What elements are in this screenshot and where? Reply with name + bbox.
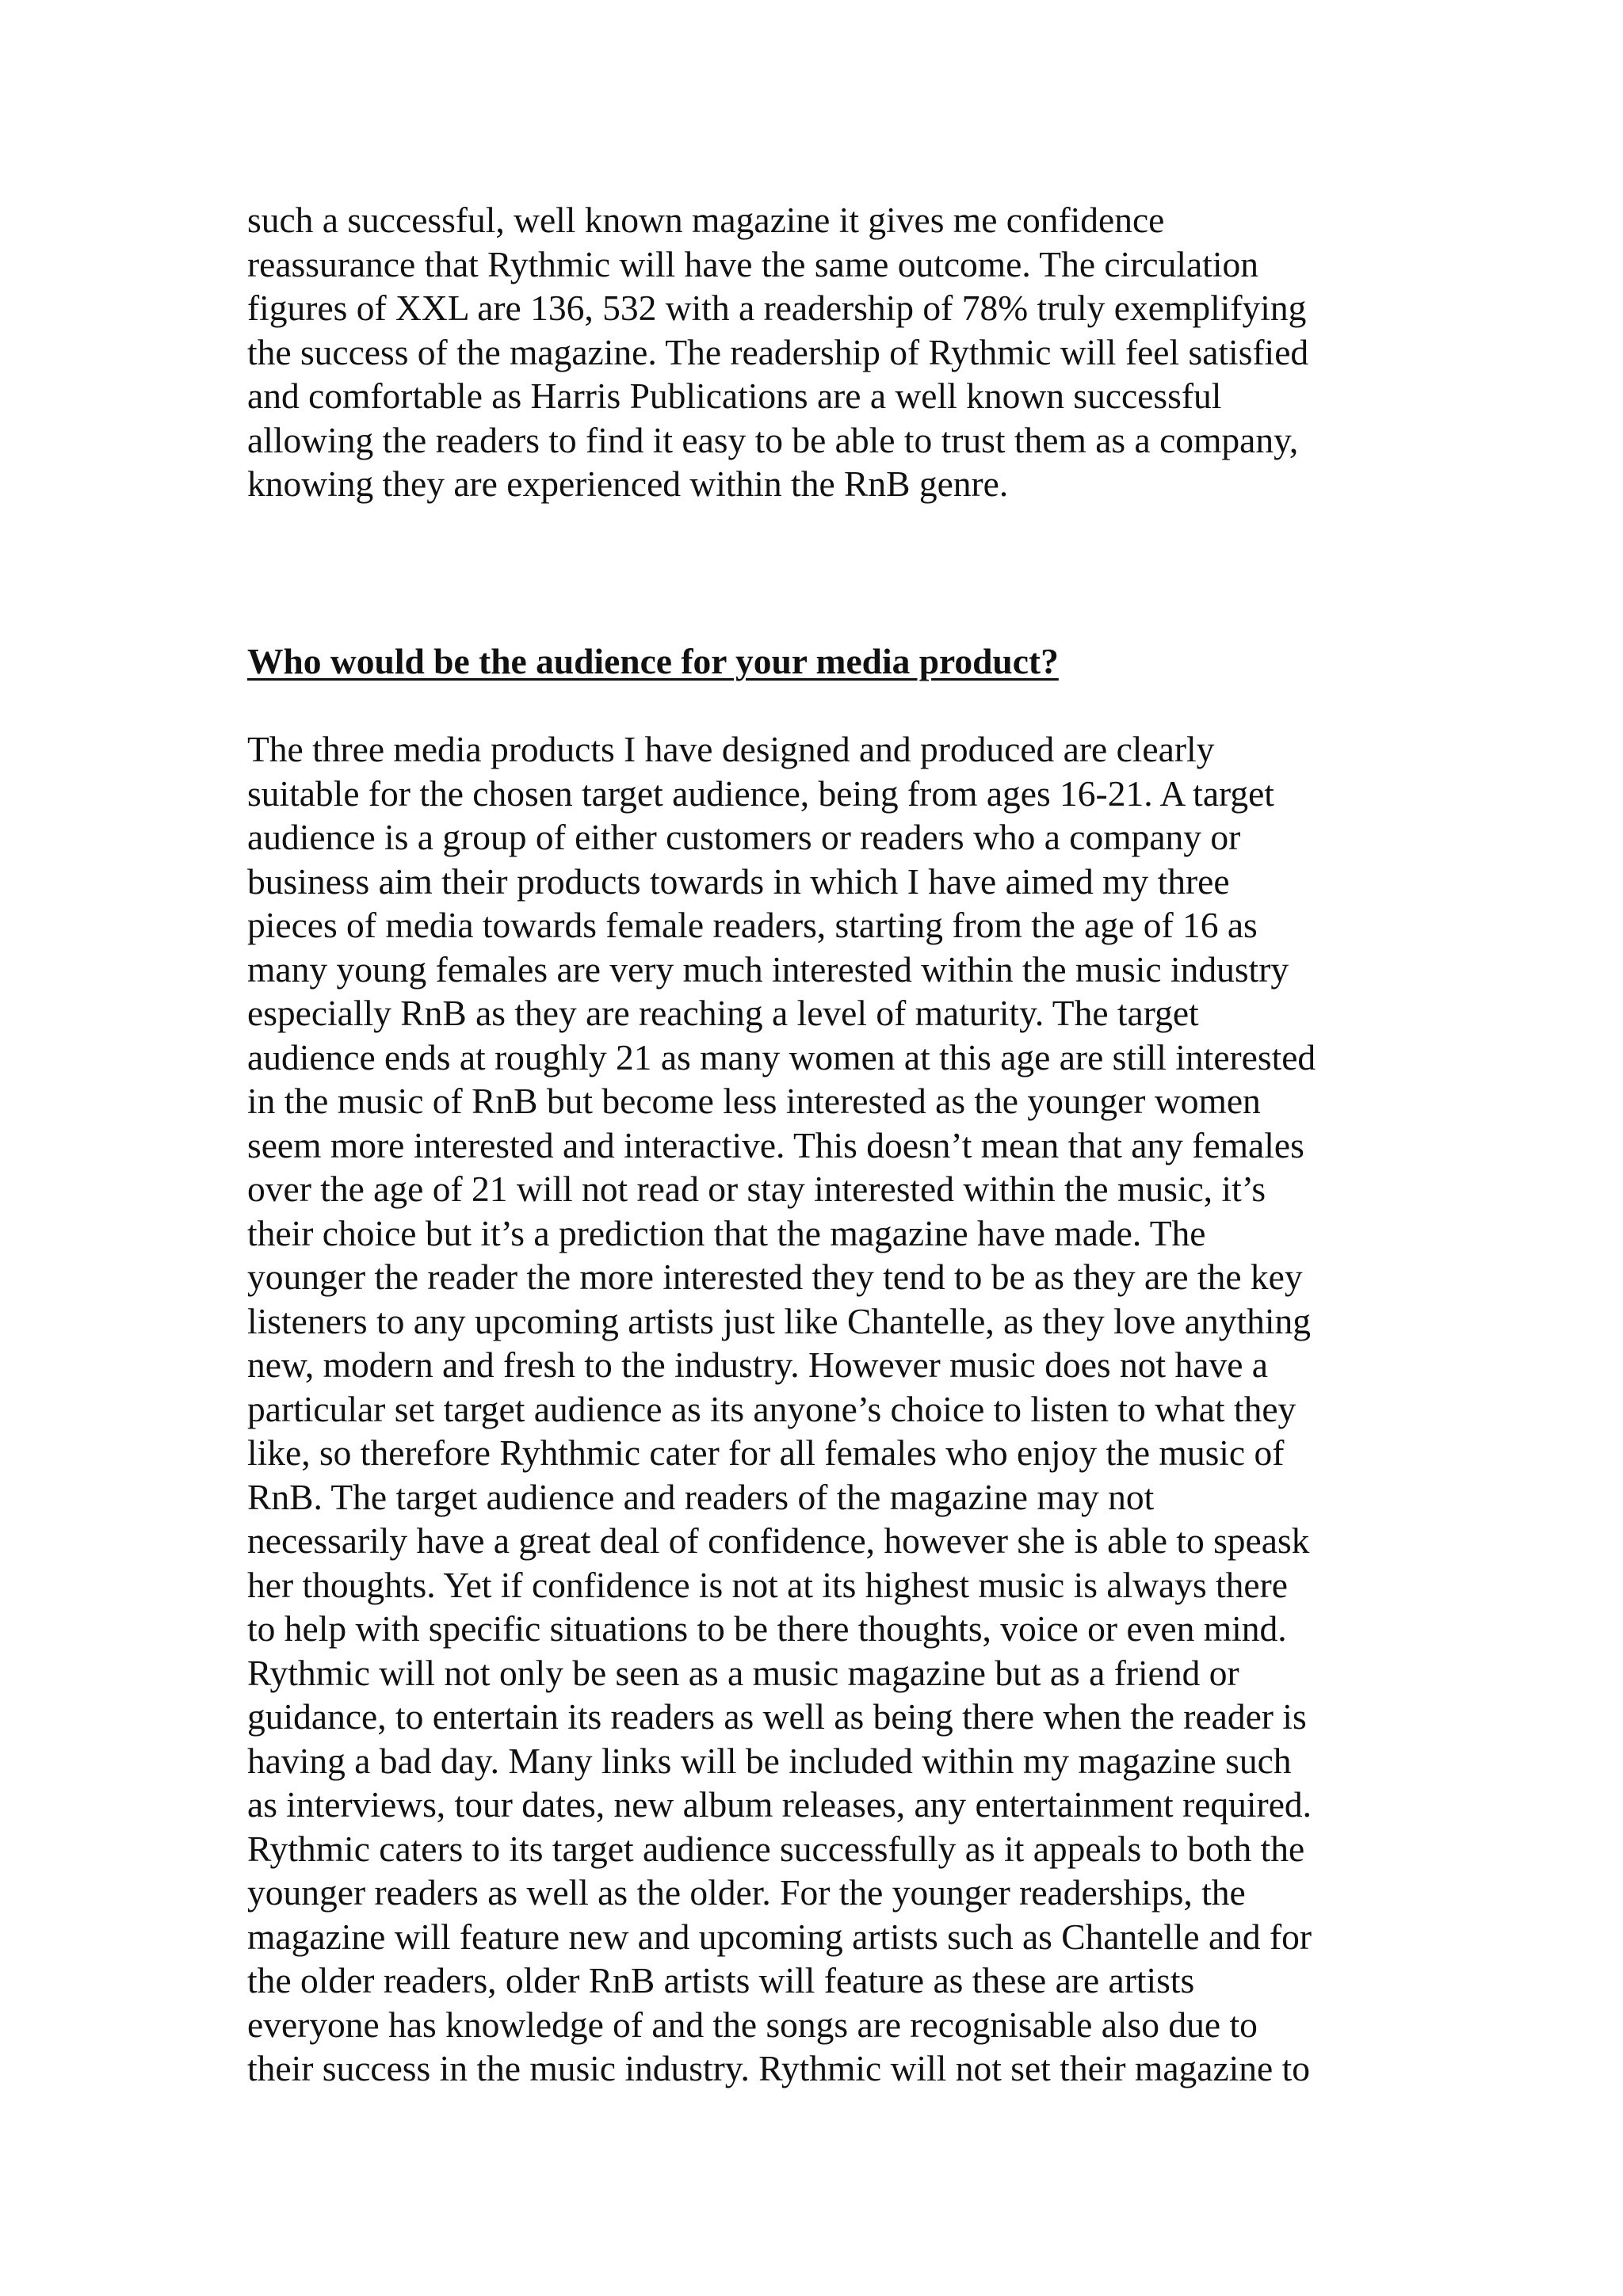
- section-heading: Who would be the audience for your media product?: [247, 641, 1059, 681]
- paragraph-line: knowing they are experienced within the RnB genre.: [247, 463, 1009, 504]
- paragraph-line: The three media products I have designed and produced are clearly: [247, 729, 1215, 769]
- paragraph-line: new, modern and fresh to the industry. However music does not have a: [247, 1344, 1268, 1385]
- paragraph-line: as interviews, tour dates, new album releases, any entertainment required.: [247, 1784, 1312, 1825]
- paragraph-line: everyone has knowledge of and the songs are recognisable also due to: [247, 2004, 1258, 2045]
- paragraph-line: pieces of media towards female readers, starting from the age of 16 as: [247, 905, 1258, 945]
- paragraph-line: like, so therefore Ryhthmic cater for all females who enjoy the music of: [247, 1432, 1285, 1473]
- paragraph-line: and comfortable as Harris Publications are a well known successful: [247, 376, 1222, 416]
- paragraph-line: allowing the readers to find it easy to be able to trust them as a company,: [247, 419, 1299, 460]
- paragraph-line: Rythmic will not only be seen as a music magazine but as a friend or: [247, 1652, 1239, 1693]
- paragraph-line: listeners to any upcoming artists just like Chantelle, as they love anything: [247, 1300, 1312, 1341]
- paragraph-line: younger the reader the more interested they tend to be as they are the key: [247, 1257, 1303, 1297]
- paragraph-audience: [247, 727, 1404, 2091]
- paragraph-line: younger readers as well as the older. For the younger readerships, the: [247, 1872, 1246, 1913]
- paragraph-line: necessarily have a great deal of confidence, however she is able to speask: [247, 1520, 1310, 1561]
- paragraph-line: especially RnB as they are reaching a level of maturity. The target: [247, 993, 1199, 1033]
- paragraph-line: particular set target audience as its anyone’s choice to listen to what they: [247, 1388, 1296, 1429]
- paragraph-line: RnB. The target audience and readers of the magazine may not: [247, 1476, 1155, 1517]
- paragraph-line: in the music of RnB but become less interested as the younger women: [247, 1081, 1261, 1121]
- paragraph-line: many young females are very much interested within the music industry: [247, 948, 1289, 990]
- paragraph-line: Rythmic caters to its target audience successfully as it appeals to both the: [247, 1828, 1305, 1869]
- paragraph-line: guidance, to entertain its readers as well as being there when the reader is: [247, 1696, 1307, 1737]
- paragraph-line: audience ends at roughly 21 as many women at this age are still interested: [247, 1036, 1316, 1077]
- paragraph-intro: [247, 198, 1404, 506]
- paragraph-line: having a bad day. Many links will be included within my magazine such: [247, 1740, 1292, 1781]
- paragraph-line: her thoughts. Yet if confidence is not at its highest music is always there: [247, 1564, 1288, 1605]
- paragraph-line: seem more interested and interactive. This doesn’t mean that any females: [247, 1124, 1304, 1165]
- paragraph-line: over the age of 21 will not read or stay interested within the music, it’s: [247, 1169, 1266, 1209]
- paragraph-line: the success of the magazine. The readership of Rythmic will feel satisfied: [247, 331, 1309, 372]
- paragraph-line: to help with specific situations to be there thoughts, voice or even mind.: [247, 1608, 1287, 1649]
- paragraph-line: their choice but it’s a prediction that the magazine have made. The: [247, 1212, 1206, 1253]
- paragraph-line: reassurance that Rythmic will have the same outcome. The circulation: [247, 243, 1258, 284]
- paragraph-line: magazine will feature new and upcoming artists such as Chantelle and for: [247, 1916, 1312, 1957]
- paragraph-line: audience is a group of either customers or readers who a company or: [247, 817, 1241, 857]
- paragraph-line: their success in the music industry. Rythmic will not set their magazine to: [247, 2048, 1311, 2088]
- paragraph-line: such a successful, well known magazine it gives me confidence: [247, 200, 1165, 240]
- paragraph-line: the older readers, older RnB artists will feature as these are artists: [247, 1960, 1195, 2000]
- paragraph-line: figures of XXL are 136, 532 with a readership of 78% truly exemplifying: [247, 288, 1307, 328]
- paragraph-line: business aim their products towards in which I have aimed my three: [247, 860, 1230, 902]
- paragraph-line: suitable for the chosen target audience, being from ages 16-21. A target: [247, 772, 1274, 814]
